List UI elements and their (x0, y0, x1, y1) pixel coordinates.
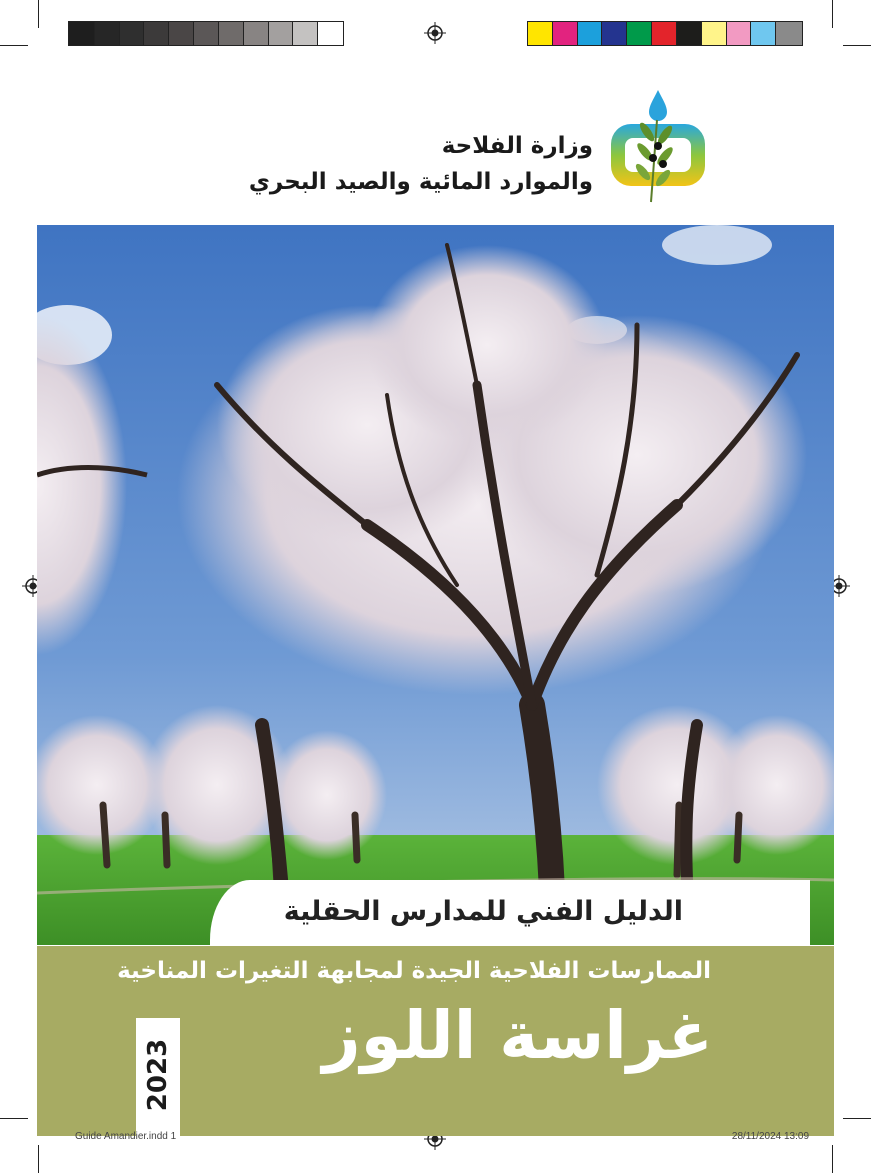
crop-mark (843, 45, 871, 46)
ministry-line-2: والموارد المائية والصيد البحري (248, 169, 593, 195)
cover-main-title: غراسة اللوز (322, 997, 713, 1074)
cover-subtitle: الممارسات الفلاحية الجيدة لمجابهة التغيرات المناخية (117, 958, 711, 984)
year-label (137, 1040, 179, 1110)
registration-mark-icon (424, 22, 446, 44)
almond-orchard-photo (37, 225, 834, 945)
crop-mark (832, 0, 833, 28)
gray-color-bar (68, 21, 344, 46)
crop-mark (843, 1118, 871, 1119)
ministry-name (249, 128, 593, 200)
year-text: 2023 (143, 1038, 173, 1112)
print-slug-datetime: 28/11/2024 13:09 (731, 1131, 809, 1142)
crop-mark (832, 1145, 833, 1173)
crop-mark (38, 1145, 39, 1173)
process-color-bar (527, 21, 803, 46)
crop-mark (0, 45, 28, 46)
ministry-line-1: وزارة الفلاحة (441, 133, 593, 159)
print-slug-file: Guide Amandier.indd 1 (75, 1131, 177, 1142)
ministry-logo-icon (603, 90, 713, 208)
guide-title: الدليل الفني للمدارس الحقلية (283, 896, 683, 927)
crop-mark (38, 0, 39, 28)
crop-mark (0, 1118, 28, 1119)
